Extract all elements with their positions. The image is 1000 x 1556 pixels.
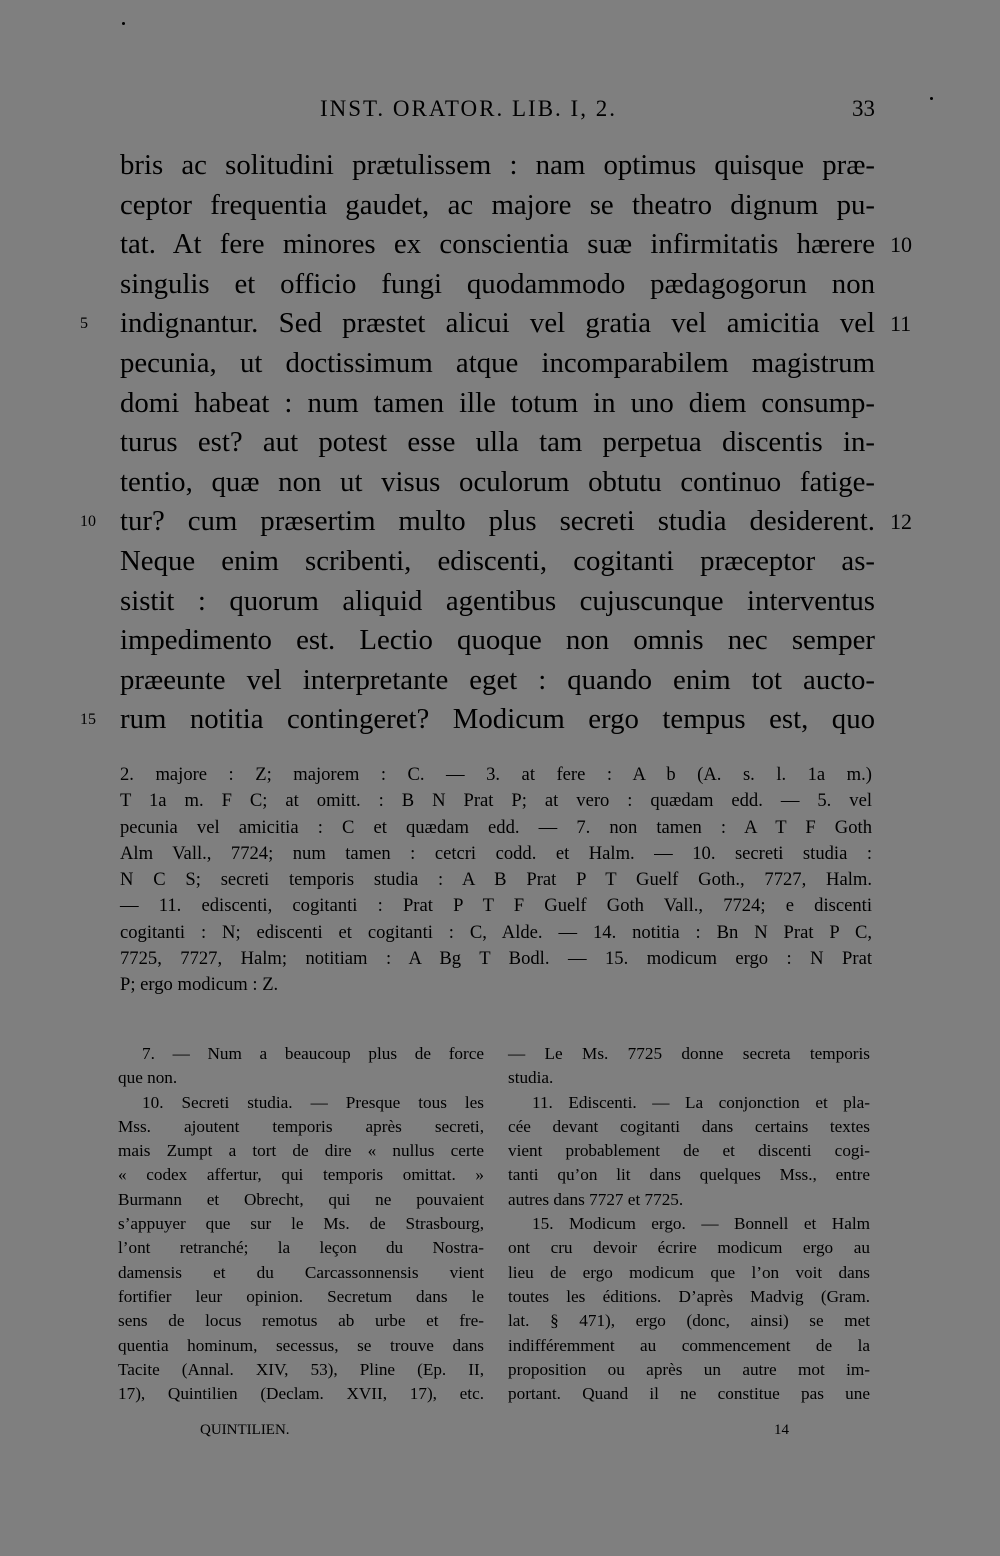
note-line: toutes les éditions. D’après Madvig (Gram. — [508, 1286, 870, 1306]
note-line: proposition ou après un autre mot im- — [508, 1359, 870, 1379]
running-header — [320, 96, 875, 130]
apparatus-line: — 11. ediscenti, cogitanti : Prat P T F Guelf Goth Vall., 7724; e discenti — [120, 895, 872, 917]
critical-apparatus — [120, 762, 872, 999]
line-text: rum notitia contingeret? Modicum ergo tempus est, quo — [120, 703, 875, 736]
note-line: — Le Ms. 7725 donne secreta temporis — [508, 1044, 870, 1063]
signature-number: 14 — [774, 1422, 789, 1438]
line-text: tentio, quæ non ut visus oculorum obtutu continuo fatige- — [120, 465, 875, 498]
text-line — [120, 463, 875, 503]
apparatus-line: cogitanti : N; ediscenti et cogitanti : C, Alde. — 14. notitia : Bn N Prat P C, — [120, 921, 872, 943]
text-line — [120, 344, 875, 384]
note-line: damensis et du Carcassonnensis vient — [118, 1262, 484, 1282]
note-line: mais Zumpt a tort de dire « nullus certe — [118, 1141, 484, 1161]
line-text: ceptor frequentia gaudet, ac majore se theatro dignum pu- — [120, 188, 875, 221]
text-line — [120, 186, 875, 226]
note-line: cée devant cogitanti dans certains textes — [508, 1116, 870, 1136]
note-line: 15. Modicum ergo. — Bonnell et Halm — [532, 1214, 870, 1234]
text-line — [120, 265, 875, 305]
line-text: indignantur. Sed præstet alicui vel gratia vel amicitia vel — [120, 307, 875, 340]
text-line — [80, 304, 912, 344]
note-line: tanti qu’on lit dans quelques Mss., entre — [508, 1165, 870, 1185]
note-line: 7. — Num a beaucoup plus de force — [142, 1044, 484, 1063]
line-text: pecunia, ut doctissimum atque incomparabilem magistrum — [120, 346, 875, 379]
apparatus-line: T 1a m. F C; at omitt. : B N Prat P; at vero : quædam edd. — 5. vel — [120, 790, 872, 812]
line-text: domi habeat : num tamen ille totum in uno diem consump- — [120, 386, 875, 419]
apparatus-line: Alm Vall., 7724; num tamen : cetcri codd. et Halm. — 10. secreti studia : — [120, 842, 872, 864]
note-line: vient probablement de et discenti cogi- — [508, 1141, 870, 1161]
line-text: tat. At fere minores ex conscientia suæ infirmitatis hærere — [120, 228, 875, 261]
signature-mark: QUINTILIEN. — [200, 1422, 290, 1438]
note-line: lat. § 471), ergo (donc, ainsi) se met — [508, 1311, 870, 1331]
note-line: Mss. ajoutent temporis après secreti, — [118, 1116, 484, 1136]
main-text — [80, 146, 912, 740]
note-line: lieu de ergo modicum que l’on voit dans — [508, 1262, 870, 1282]
text-line — [120, 582, 875, 622]
line-text: turus est? aut potest esse ulla tam perpetua discentis in- — [120, 426, 875, 459]
line-text: sistit : quorum aliquid agentibus cujuscunque interventus — [120, 584, 875, 617]
text-line — [120, 661, 875, 701]
note-line: ont cru devoir écrire modicum ergo au — [508, 1238, 870, 1258]
note-line: fortifier leur opinion. Secretum dans le — [118, 1286, 484, 1306]
note-line: « codex affertur, qui temporis omittat. » — [118, 1165, 484, 1185]
text-line — [120, 423, 875, 463]
section-number: 10 — [890, 232, 912, 258]
text-line — [120, 225, 912, 265]
line-number: 5 — [80, 315, 88, 333]
speck-dot — [930, 97, 933, 100]
notes-right-column — [508, 1042, 870, 1406]
apparatus-line: N C S; secreti temporis studia : A B Prat P T Guelf Goth., 7727, Halm. — [120, 869, 872, 891]
text-line — [80, 502, 912, 542]
note-line: quentia hominum, secessus, se trouve dans — [118, 1335, 484, 1355]
note-line: 10. Secreti studia. — Presque tous les — [142, 1092, 484, 1112]
note-line: sens de locus remotus ab urbe et fre- — [118, 1311, 484, 1331]
note-line: Burmann et Obrecht, qui ne pouvaient — [118, 1189, 484, 1209]
section-number: 12 — [890, 509, 912, 535]
note-line: Tacite (Annal. XIV, 53), Pline (Ep. II, — [118, 1359, 484, 1379]
text-line — [120, 146, 875, 186]
note-line: 11. Ediscenti. — La conjonction et pla- — [532, 1092, 870, 1112]
apparatus-line: P; ergo modicum : Z. — [120, 974, 279, 996]
apparatus-line: 7725, 7727, Halm; notitiam : A Bg T Bodl. — 15. modicum ergo : N Prat — [120, 948, 872, 970]
notes-left-column — [118, 1042, 484, 1406]
line-text: bris ac solitudini prætulissem : nam optimus quisque præ- — [120, 149, 875, 181]
text-line — [80, 700, 875, 740]
text-line — [120, 384, 875, 424]
line-text: impedimento est. Lectio quoque non omnis nec semper — [120, 624, 875, 657]
line-text: tur? cum præsertim multo plus secreti studia desiderent. — [120, 505, 875, 538]
note-line: studia. — [508, 1068, 554, 1088]
apparatus-line: 2. majore : Z; majorem : C. — 3. at fere : A b (A. s. l. 1a m.) — [120, 764, 872, 785]
note-line: l’ont retranché; la leçon du Nostra- — [118, 1238, 484, 1258]
running-title: INST. ORATOR. LIB. I, 2. — [320, 96, 617, 121]
line-text: præeunte vel interpretante eget : quando enim tot aucto- — [120, 663, 875, 696]
apparatus-line: pecunia vel amicitia : C et quædam edd. — 7. non tamen : A T F Goth — [120, 816, 872, 838]
note-line: indifféremment au commencement de la — [508, 1335, 870, 1355]
note-line: portant. Quand il ne constitue pas une — [508, 1384, 870, 1404]
speck-dot — [122, 22, 125, 25]
line-number: 15 — [80, 711, 96, 729]
line-number: 10 — [80, 513, 96, 531]
note-line: que non. — [118, 1068, 178, 1088]
line-text: singulis et officio fungi quodammodo pædagogorun non — [120, 267, 875, 300]
note-line: s’appuyer que sur le Ms. de Strasbourg, — [118, 1214, 484, 1234]
page-number: 33 — [852, 96, 875, 121]
note-line: autres dans 7727 et 7725. — [508, 1189, 684, 1209]
text-line — [120, 621, 875, 661]
line-text: Neque enim scribenti, ediscenti, cogitanti præceptor as- — [120, 544, 875, 577]
note-line: 17), Quintilien (Declam. XVII, 17), etc. — [118, 1384, 484, 1404]
section-number: 11 — [890, 311, 912, 337]
text-line — [120, 542, 875, 582]
